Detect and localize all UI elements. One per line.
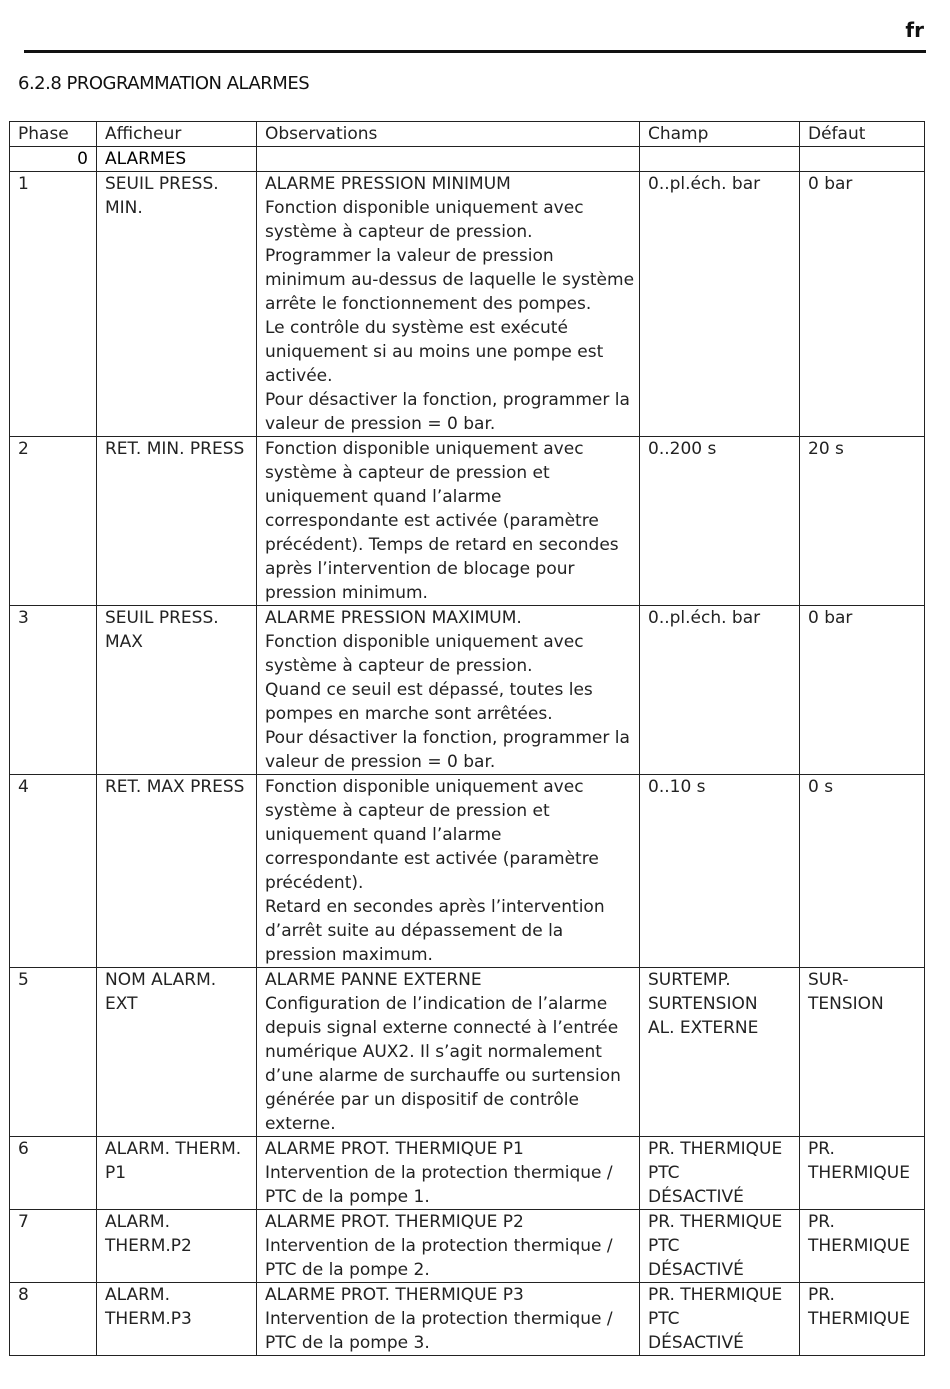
header-field: Champ bbox=[640, 122, 800, 147]
group-row bbox=[10, 147, 925, 172]
cell-observations: ALARME PROT. THERMIQUE P2 Intervention de la protection thermique / PTC de la pompe 2. bbox=[257, 1210, 640, 1283]
table-row bbox=[10, 606, 925, 775]
cell-phase: 4 bbox=[10, 775, 97, 968]
cell-default: PR. THERMIQUE bbox=[800, 1210, 925, 1283]
table-row bbox=[10, 437, 925, 606]
table-row bbox=[10, 172, 925, 437]
cell-field: 0..10 s bbox=[640, 775, 800, 968]
cell-field: SURTEMP. SURTENSION AL. EXTERNE bbox=[640, 968, 800, 1137]
cell-display: ALARM. THERM.P2 bbox=[97, 1210, 257, 1283]
cell-phase: 8 bbox=[10, 1283, 97, 1356]
header-default: Défaut bbox=[800, 122, 925, 147]
empty-cell bbox=[640, 147, 800, 172]
cell-default: 20 s bbox=[800, 437, 925, 606]
table-row bbox=[10, 1283, 925, 1356]
cell-display: RET. MIN. PRESS bbox=[97, 437, 257, 606]
language-code: fr bbox=[905, 18, 924, 42]
cell-phase: 2 bbox=[10, 437, 97, 606]
header-display: Afficheur bbox=[97, 122, 257, 147]
cell-display: ALARM. THERM. P1 bbox=[97, 1137, 257, 1210]
table-row bbox=[10, 1137, 925, 1210]
cell-phase: 3 bbox=[10, 606, 97, 775]
section-title: 6.2.8 PROGRAMMATION ALARMES bbox=[18, 73, 310, 94]
table-row bbox=[10, 775, 925, 968]
cell-display: NOM ALARM. EXT bbox=[97, 968, 257, 1137]
header-observations: Observations bbox=[257, 122, 640, 147]
cell-observations: Fonction disponible uniquement avec système à capteur de pression et uniquement quand l’alarme correspondante est activée (paramètre précédent). Retard en secondes après l’intervention d’arrêt suite au dépassement de la pression maximum. bbox=[257, 775, 640, 968]
cell-field: PR. THERMIQUE PTC DÉSACTIVÉ bbox=[640, 1283, 800, 1356]
cell-phase: 1 bbox=[10, 172, 97, 437]
cell-default: 0 bar bbox=[800, 606, 925, 775]
table-row bbox=[10, 1210, 925, 1283]
cell-observations: ALARME PROT. THERMIQUE P1 Intervention de la protection thermique / PTC de la pompe 1. bbox=[257, 1137, 640, 1210]
cell-observations: ALARME PRESSION MINIMUM Fonction disponible uniquement avec système à capteur de pression. Programmer la valeur de pression minimum au-dessus de laquelle le système arrête le fonctionnement des pompes. Le contrôle du système est exécuté uniquement si au moins une pompe est activée. Pour désactiver la fonction, programmer la valeur de pression = 0 bar. bbox=[257, 172, 640, 437]
cell-observations: Fonction disponible uniquement avec système à capteur de pression et uniquement quand l’alarme correspondante est activée (paramètre précédent). Temps de retard en secondes après l’intervention de blocage pour pression minimum. bbox=[257, 437, 640, 606]
group-display: ALARMES bbox=[97, 147, 257, 172]
cell-default: SUR- TENSION bbox=[800, 968, 925, 1137]
cell-default: 0 bar bbox=[800, 172, 925, 437]
cell-field: 0..200 s bbox=[640, 437, 800, 606]
cell-default: PR. THERMIQUE bbox=[800, 1137, 925, 1210]
cell-field: 0..pl.éch. bar bbox=[640, 606, 800, 775]
cell-display: SEUIL PRESS. MIN. bbox=[97, 172, 257, 437]
cell-display: SEUIL PRESS. MAX bbox=[97, 606, 257, 775]
header-rule bbox=[24, 50, 926, 53]
cell-default: 0 s bbox=[800, 775, 925, 968]
cell-observations: ALARME PANNE EXTERNE Configuration de l’indication de l’alarme depuis signal externe connecté à l’entrée numérique AUX2. Il s’agit normalement d’une alarme de surchauffe ou surtension générée par un dispositif de contrôle externe. bbox=[257, 968, 640, 1137]
group-phase: 0 bbox=[10, 147, 97, 172]
cell-observations: ALARME PRESSION MAXIMUM. Fonction disponible uniquement avec système à capteur de pression. Quand ce seuil est dépassé, toutes les pompes en marche sont arrêtées. Pour désactiver la fonction, programmer la valeur de pression = 0 bar. bbox=[257, 606, 640, 775]
cell-observations: ALARME PROT. THERMIQUE P3 Intervention de la protection thermique / PTC de la pompe 3. bbox=[257, 1283, 640, 1356]
cell-display: RET. MAX PRESS bbox=[97, 775, 257, 968]
cell-field: 0..pl.éch. bar bbox=[640, 172, 800, 437]
cell-display: ALARM. THERM.P3 bbox=[97, 1283, 257, 1356]
cell-default: PR. THERMIQUE bbox=[800, 1283, 925, 1356]
cell-phase: 5 bbox=[10, 968, 97, 1137]
cell-phase: 6 bbox=[10, 1137, 97, 1210]
cell-phase: 7 bbox=[10, 1210, 97, 1283]
empty-cell bbox=[257, 147, 640, 172]
table-row bbox=[10, 968, 925, 1137]
header-phase: Phase bbox=[10, 122, 97, 147]
alarm-parameters-table bbox=[9, 121, 925, 1356]
cell-field: PR. THERMIQUE PTC DÉSACTIVÉ bbox=[640, 1137, 800, 1210]
cell-field: PR. THERMIQUE PTC DÉSACTIVÉ bbox=[640, 1210, 800, 1283]
empty-cell bbox=[800, 147, 925, 172]
table-header-row bbox=[10, 122, 925, 147]
